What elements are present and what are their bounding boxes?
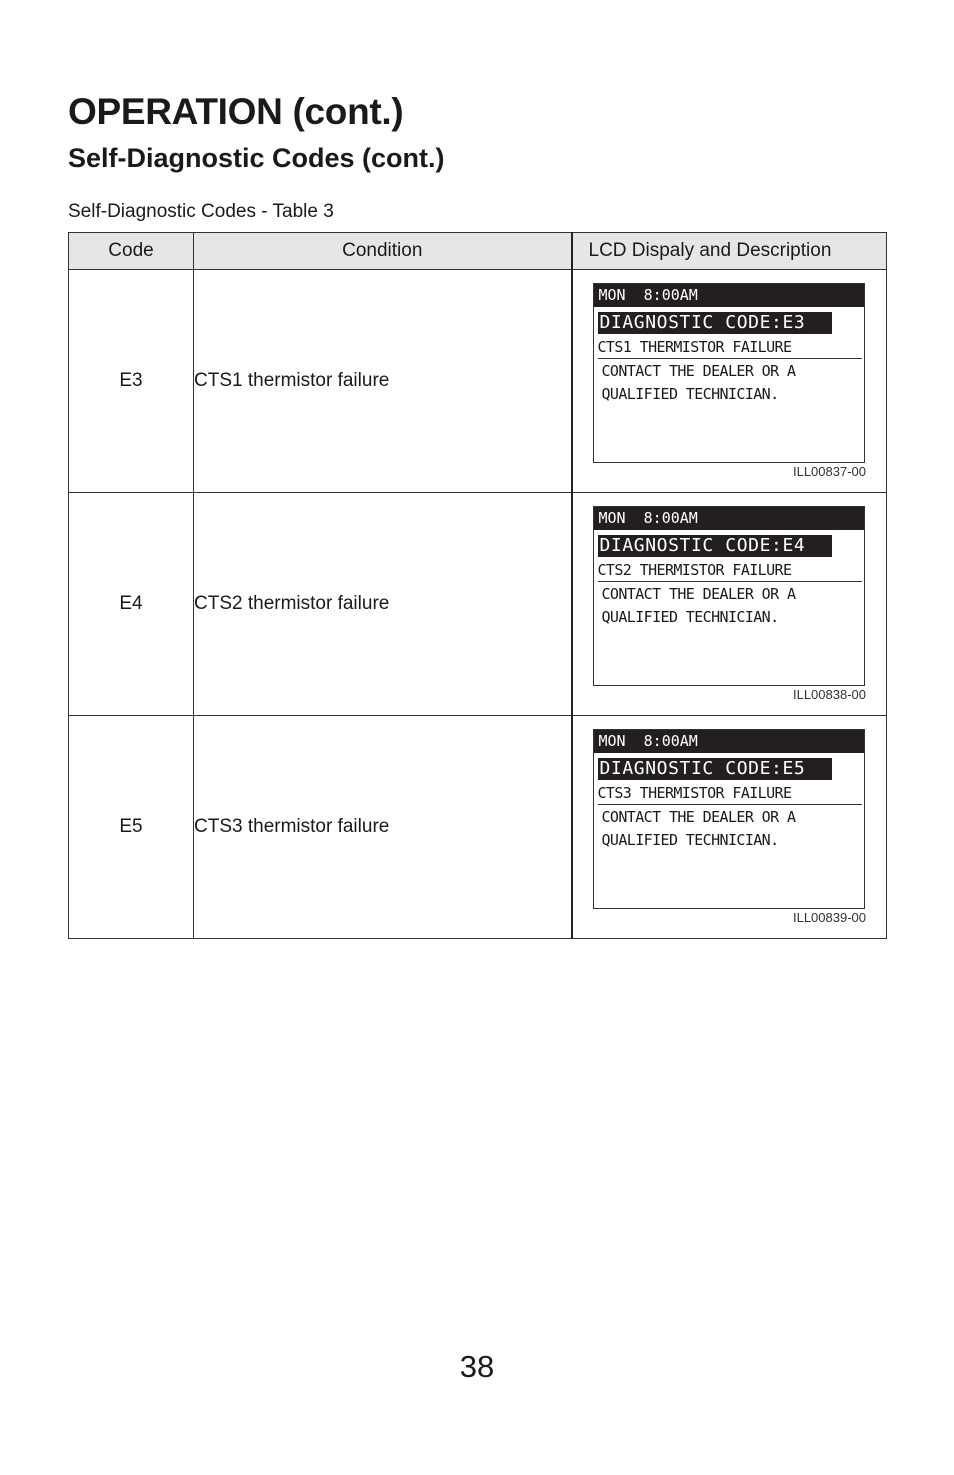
lcd-diagnostic-code: DIAGNOSTIC CODE:E5 — [598, 758, 832, 780]
lcd-cell — [572, 716, 887, 939]
lcd-condition-line: CTS3 THERMISTOR FAILURE — [598, 783, 862, 805]
code-cell: E4 — [69, 493, 194, 716]
table-row — [69, 716, 887, 939]
lcd-diagnostic-code: DIAGNOSTIC CODE:E3 — [598, 312, 832, 334]
lcd-display — [593, 506, 865, 686]
section-title: Self-Diagnostic Codes (cont.) — [68, 143, 445, 173]
illustration-reference: ILL00837-00 — [792, 464, 866, 479]
diagnostic-codes-table — [68, 232, 887, 939]
condition-cell: CTS1 thermistor failure — [194, 270, 572, 493]
page-number: 38 — [459, 1349, 495, 1384]
lcd-condition-line: CTS2 THERMISTOR FAILURE — [598, 560, 862, 582]
lcd-time-bar: MON 8:00AM — [594, 507, 864, 530]
lcd-message-line-1: CONTACT THE DEALER OR A — [601, 808, 796, 826]
illustration-reference: ILL00838-00 — [792, 687, 866, 702]
lcd-diagnostic-code: DIAGNOSTIC CODE:E4 — [598, 535, 832, 557]
table-header-row — [69, 233, 887, 270]
lcd-time-bar: MON 8:00AM — [594, 730, 864, 753]
lcd-display — [593, 729, 865, 909]
condition-cell: CTS3 thermistor failure — [194, 716, 572, 939]
table-caption: Self-Diagnostic Codes - Table 3 — [68, 201, 334, 222]
lcd-message-line-2: QUALIFIED TECHNICIAN. — [601, 385, 779, 403]
table-row — [69, 270, 887, 493]
page-title: OPERATION (cont.) — [68, 91, 404, 132]
header-condition: Condition — [194, 233, 572, 270]
lcd-condition-line: CTS1 THERMISTOR FAILURE — [598, 337, 862, 359]
condition-cell: CTS2 thermistor failure — [194, 493, 572, 716]
table-row — [69, 493, 887, 716]
code-cell: E5 — [69, 716, 194, 939]
lcd-message-line-1: CONTACT THE DEALER OR A — [601, 362, 796, 380]
illustration-reference: ILL00839-00 — [792, 910, 866, 925]
lcd-message-line-2: QUALIFIED TECHNICIAN. — [601, 608, 779, 626]
lcd-display — [593, 283, 865, 463]
lcd-time-bar: MON 8:00AM — [594, 284, 864, 307]
code-cell: E3 — [69, 270, 194, 493]
lcd-message-line-1: CONTACT THE DEALER OR A — [601, 585, 796, 603]
lcd-message-line-2: QUALIFIED TECHNICIAN. — [601, 831, 779, 849]
header-code: Code — [69, 233, 194, 270]
lcd-cell — [572, 493, 887, 716]
header-lcd-description: LCD Dispaly and Description — [572, 233, 887, 270]
lcd-cell — [572, 270, 887, 493]
